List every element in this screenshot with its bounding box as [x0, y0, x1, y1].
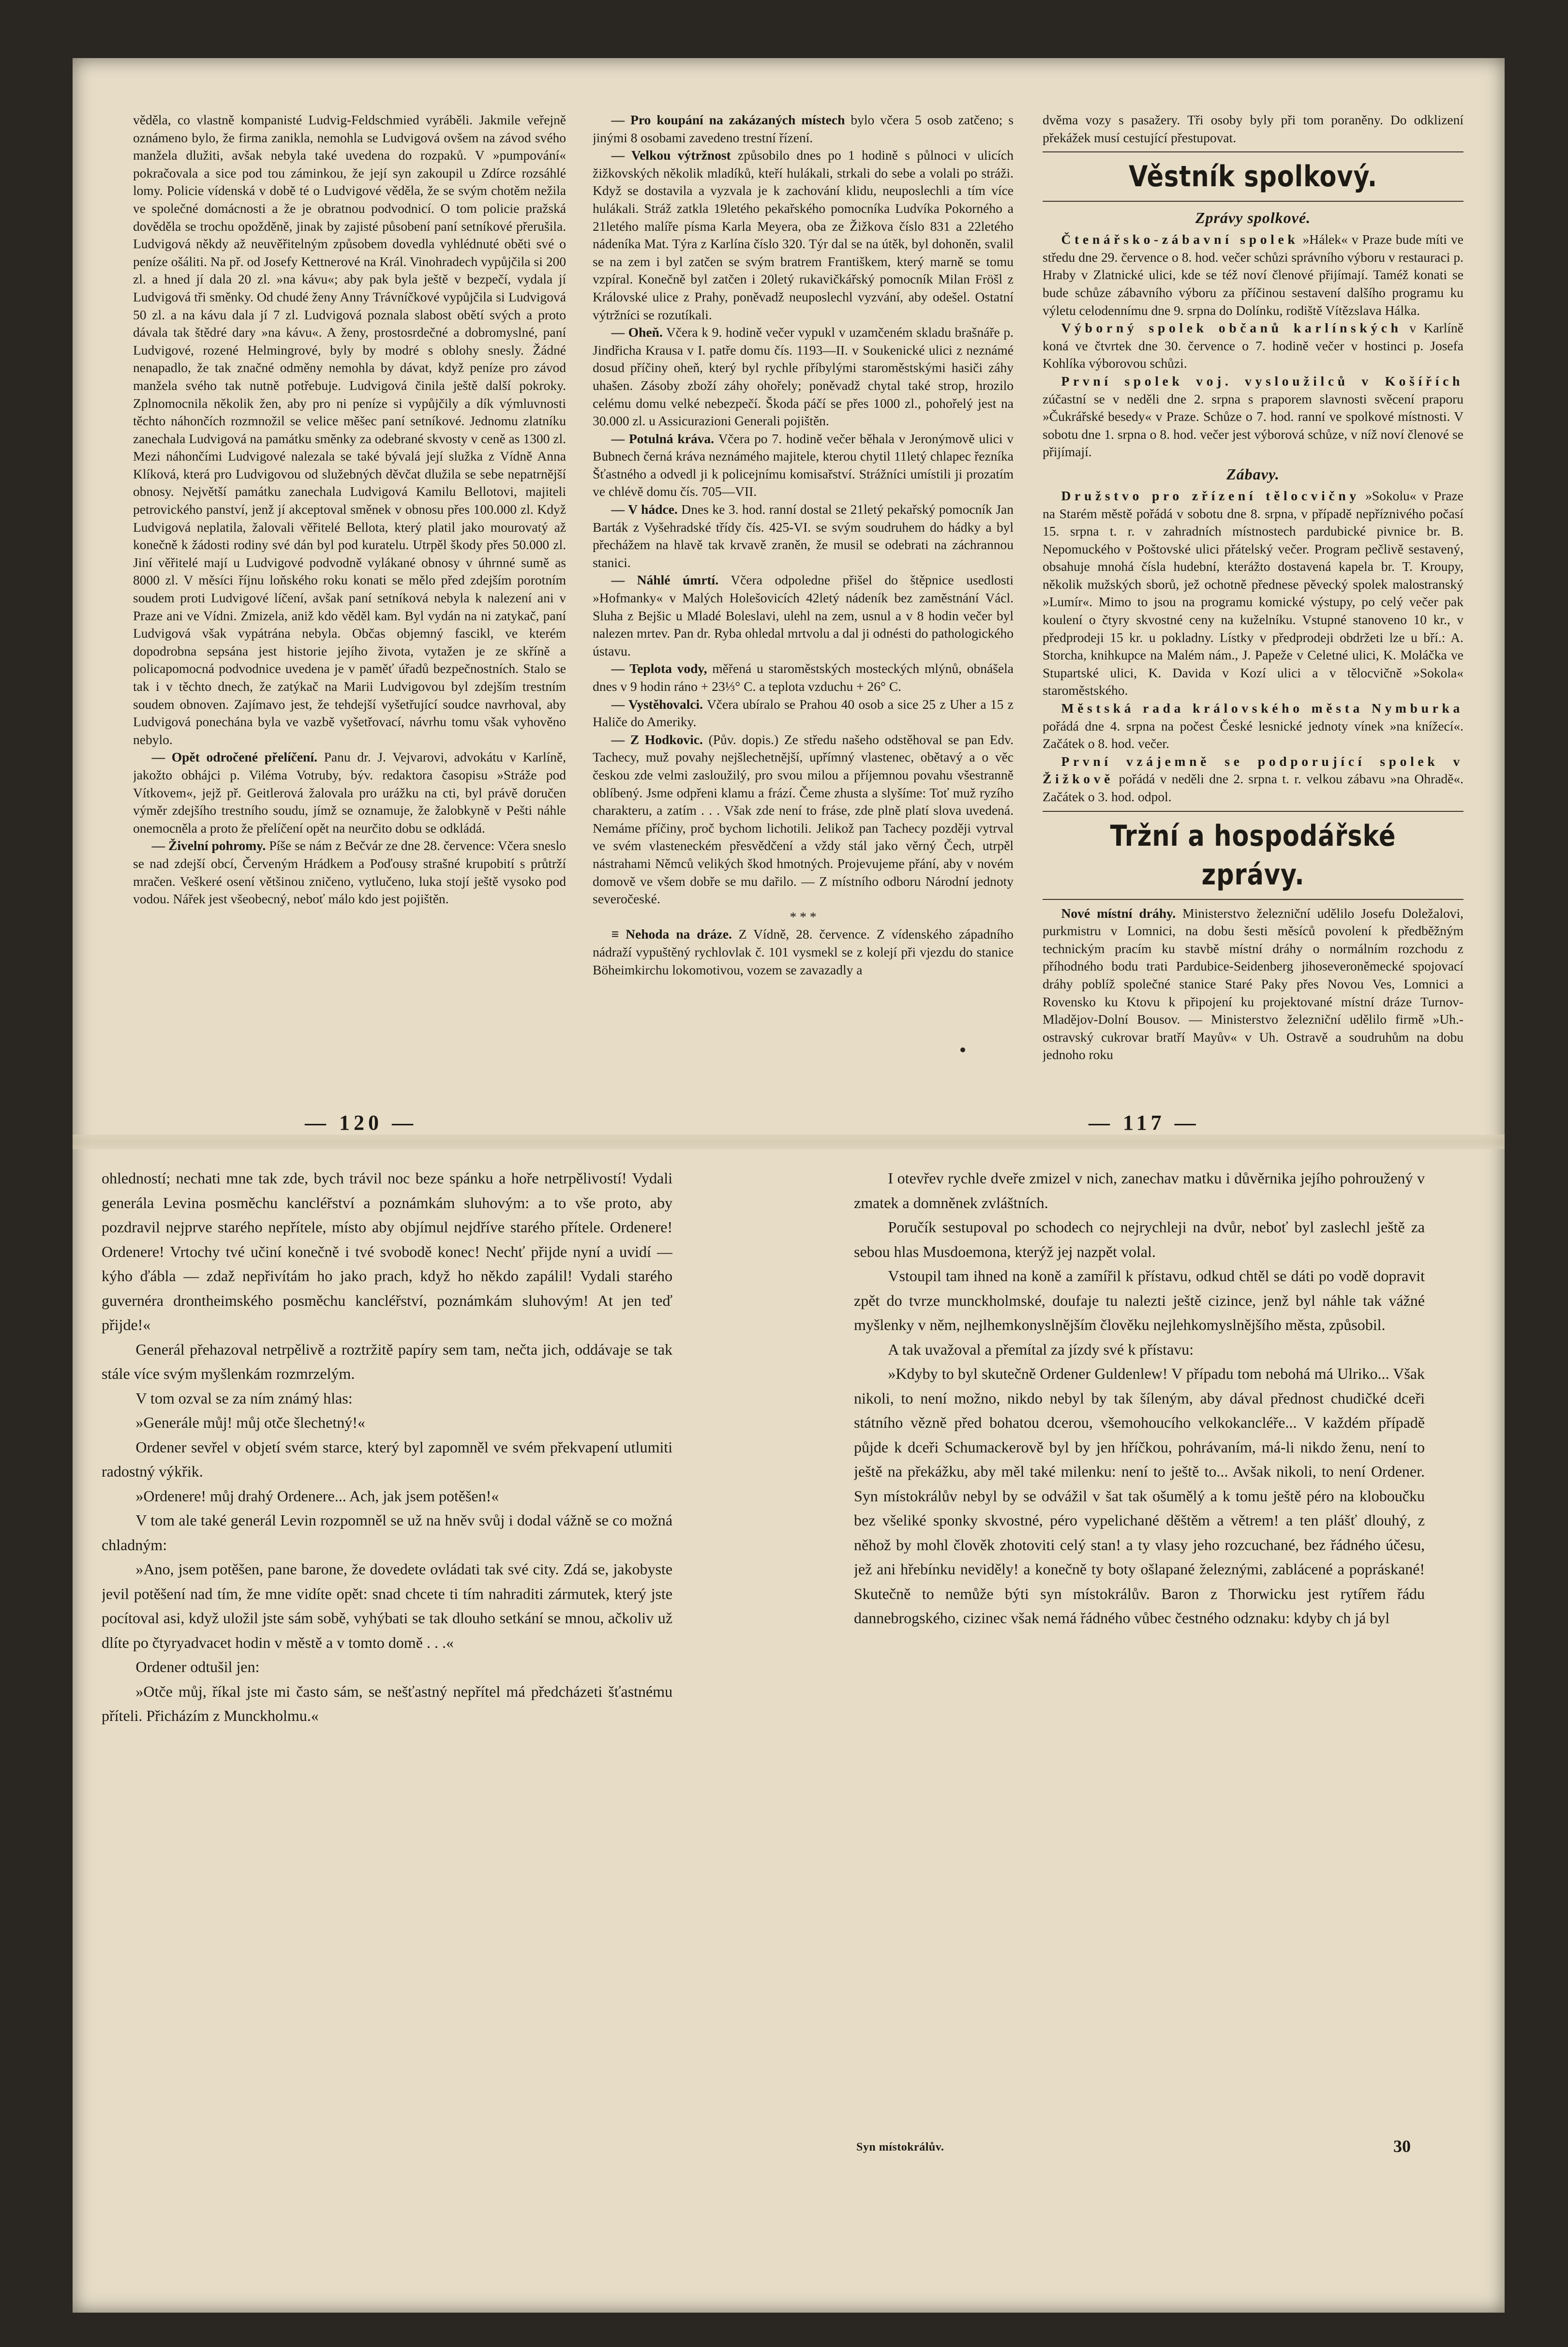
novel-page-right: [854, 1166, 1425, 2143]
item-text: ohledností; nechati mne tak zde, bych trávil noc beze spánku a hoře netrpělivostí! Vydali generála Levina posměchu kancléřství a poznámkám sluhovým: a to vše proto, aby pozdravil nejprve starého nepřítele, místo aby objímul nejdříve starého přítele. Ordenere! Ordenere! Vrtochy tvé učiní konečně i tvé svobodě konec! Nechť přijde nyní a uvidí — kýho ďábla — zdaž nepřivítám ho jako prach, když ho někdo zapálil! Vydali starého guvernéra drontheimského posměchu kancléřství, poznámkám sluhovým! At jen teď přijde!«: [102, 1169, 672, 1333]
item-lead: — Náhlé úmrtí.: [611, 572, 719, 588]
entertainment-item: [1043, 487, 1463, 700]
news-item: [593, 660, 1014, 695]
novel-paragraph: [102, 1484, 672, 1509]
footer-sheet-number: 30: [1393, 2137, 1411, 2156]
item-text: Z Vídně, 28. července. Z vídenského západního nádraží vypuštěný rychlovlak č. 101 vysmekl se z kolejí při vjezdu do stanice Böheimkirchu lokomotivou, vozem se zavazadly a: [593, 927, 1014, 977]
news-item: [593, 571, 1014, 660]
item-lead: — Teplota vody,: [611, 661, 707, 676]
item-text: věděla, co vlastně kompanisté Ludvig-Feldschmied vyráběli. Jakmile veřejně oznámeno bylo, že firma zanikla, nemohla se Ludvigová ovšem na závod svého manžela dlužiti, avšak nebyla také uvedena do rozpaků. V »pumpování« pokračovala a sice pod tou záminkou, že její syn zakoupil u Zdírce rozsáhlé lomy. Policie vídenská v době té o Ludvigové věděla, že se svým chotěm nežila ve společné domácnosti a že je obratnou podvodnicí. O tom policie pražská dověděla se trochu opožděně, jinak by zajisté působení paní setníkové přerušila. Ludvigová někdy až neuvěřitelným způsobem dovedla vyhlédnuté oběti své o peníze ošáliti. Na př. od Josefy Kettnerové na Král. Vinohradech vypůjčila si 200 zl. a hned jí dala 20 zl. »na kávu«; aby pak byla ještě v bezpečí, vydala jí Ludvigová tři směnky. Od chudé ženy Anny Trávníčkové vypůjčila si Ludvigová 50 zl. a na kávu dala jí 7 zl. Ludvigová poznala slabost obětí svých a proto dávala tak štědré dary »na kávu«. A ženy, prostosrdečné a dobromyslné, paní Ludvigové, rozené Helmingrové, byly by modré s oblohy snesly. Žádné nenapadlo, že tak značné odměny nemohla by dávat, když peníze pro závod manžela svého tak nutně potřebuje. Ludvigová činila ještě další pokroky. Zplnomocnila několik žen, aby pro ni peníze si vypůjčily a dík výmluvnosti těchto náhončích rozmnožil se velice měšec paní setníkové. Jednomu zlatníku zanechala Ludvigová na památku směnky za odebrané skvosty v ceně as 1300 zl. Mezi náhončími Ludvigové nalezala se také bývalá její služka z Vídně Anna Klíková, která pro Ludvigovou od služebných děvčat dlužila se sebe nepatrnější obnosy. Největší památku zanechala Ludvigová Kamilu Bellotovi, majiteli petrovického panství, jenž jí akceptoval směnek v obnosu přes 100.000 zl. Když Ludvigová neplatila, žalovali věřitelé Bellota, který platil jako mourovatý až konečně k žádosti rodiny své dán byl pod kuratelu. Utrpěl škody přes 50.000 zl. Jiní věřitelé mají u Ludvigové podvodně vylákané obnosy v úhrnné sumě as 8000 zl. V měsíci říjnu loňského roku konati se mělo před zdejším porotním soudem proti Ludvigové líčení, avšak paní setníková nebyla k nalezení ani v Praze ani ve Vídni. Zmizela, aniž kdo věděl kam. Byl vydán na ni zatykač, paní Ludvigová však vypátrána nebyla. Občas objemný fascikl, ve kterém dopodrobna sepsána jest historie jejího života, vytažen je ze skříně a policapomocná podvodnice uvedena je v paměť úřadů bezpečnostních. Stalo se tak i v těchto dnech, že zatýkač na Marii Ludvigovou byl zdejším trestním soudem obnoven. Zajímavo jest, že tehdejší vyšetřující soudce navrhoval, aby Ludvigová ponechána byla ve vazbě vyšetřovací, návrhu tomu však vyhověno nebylo.: [133, 112, 566, 747]
novel-paragraph: [102, 1337, 672, 1386]
market-item: [1043, 905, 1463, 1064]
spaced-name: Městská rada královského města Nymburka: [1061, 701, 1463, 716]
entertainment-item: [1043, 753, 1463, 806]
item-text: způsobilo dnes po 1 hodině s půlnoci v ulicích žižkovských několik mladíků, kteří hulákali, strkali do sebe a volali po stráži. Když se dostavila a vyzvala je k zachování klidu, neuposlechli a tím více hulákali. Stráž zatkla 19letého pekařského pomocníka Ludvíka Pokorného a 21letého malíře písma Karla Meyera, oba ze Žižkova číslo 831 a 22letého nádeníka Mat. Týra z Karlína číslo 320. Týr dal se na útěk, byl dohoněn, svalil se na zem i byl zatčen se svým bratrem Františkem, který marně se tomu vzpíral. Konečně byl zatčen i 20letý rukavičkářský pomocník Milan Fröšl z Královské ulice z Prahy, poněvadž neuposlechl vyzvání, aby odešel. Ostatní výtržníci se rozutíkali.: [593, 148, 1014, 322]
item-text: Vstoupil tam ihned na koně a zamířil k přístavu, odkud chtěl se dáti po vodě dopravit zpět do tvrze munckholmské, doufaje tu nalezti ještě cizince, jenž byl náhle tak vážné myšlenky v něm, nejlhemkonyslnějším člověku nejlehkomyslnějšího města, způsobil.: [854, 1267, 1425, 1333]
news-item: [593, 324, 1014, 430]
item-text: zúčastní se v neděli dne 2. srpna s praporem slavnosti svěcení praporu »Čukrářské besedy« v Praze. Schůze o 7. hod. ranní ve spolkové místnosti. V sobotu dne 1. srpna o 8. hod. večer jest výborová schůze, v níž noví členové se přijímají.: [1043, 391, 1463, 460]
divider: [1043, 811, 1463, 812]
novel-paragraph: [102, 1655, 672, 1679]
news-item: [133, 837, 566, 908]
column-left: [133, 111, 566, 1156]
separator: * * *: [790, 909, 817, 924]
novel-paragraph: [854, 1166, 1425, 1215]
item-text: A tak uvažoval a přemítal za jízdy své k přístavu:: [888, 1340, 1194, 1358]
item-text: »Ano, jsem potěšen, pane barone, že dovedete ovládati tak své city. Zdá se, jakobyste jevil potěšení nad tím, že mne vidíte opět: snad chcete ti tím nahraditi zármutek, který jste pocítoval asi, když uložil jste sám sobě, vyhýbati se tak dlouho setkání se mnou, ačkoliv už dlíte po čtyryadvacet hodin v městě a v tomto domě . . .«: [102, 1560, 672, 1651]
column-middle: [593, 111, 1014, 1156]
item-text: měřená u staroměstských mosteckých mlýnů, obnášela dnes v 9 hodin ráno + 23⅓° C. a teplota vzduchu + 26° C.: [593, 661, 1014, 694]
item-text: Včera ubíralo se Prahou 40 osob a sice 25 z Uher a 15 z Haliče do Ameriky.: [593, 696, 1014, 730]
divider: [1043, 899, 1463, 900]
club-item: [1043, 319, 1463, 373]
club-item: [1043, 373, 1463, 461]
item-lead: ≡ Nehoda na dráze.: [611, 927, 732, 942]
novel-paragraph: [102, 1557, 672, 1655]
novel-paragraph: [854, 1264, 1425, 1337]
item-text: »Otče můj, říkal jste mi často sám, se nešťastný nepřítel má předcházeti šťastnému příteli. Přicházím z Munckholmu.«: [102, 1682, 672, 1724]
item-text: V tom ale také generál Levin rozpomněl se už na hněv svůj i dodal vážně se co možná chladným:: [102, 1511, 672, 1554]
item-text: Generál přehazoval netrpělivě a roztržitě papíry sem tam, nečta jich, oddávaje se tak stále více svým myšlenkám rozmrzelým.: [102, 1340, 672, 1382]
column-right: [1043, 111, 1463, 1156]
item-lead: — Z Hodkovic.: [611, 732, 703, 747]
item-text: I otevřev rychle dveře zmizel v nich, zanechav matku i důvěrnika jejího pohroužený v zmatek a domněnek zvláštních.: [854, 1169, 1425, 1211]
novel-paragraph: [102, 1679, 672, 1728]
item-lead: — Potulná kráva.: [611, 431, 715, 446]
item-lead: — Vystěhovalci.: [611, 696, 703, 712]
item-text: Dnes ke 3. hod. ranní dostal se 21letý pekařský pomocník Jan Barták z Vyšehradské třídy čís. 425-VI. se svým soudruhem do hádky a byl přechážem na hlavě tak krvavě zraněn, že musil se odebrati na záchrannou stanici.: [593, 502, 1014, 570]
entertainment-item: [1043, 700, 1463, 753]
divider: [1043, 201, 1463, 202]
news-item: [593, 147, 1014, 324]
novel-paragraph: [102, 1166, 672, 1337]
item-text: Včera po 7. hodině večer běhala v Jeronýmově ulici v Bubnech černá kráva neznámého majitele, kterou chytil 11letý chlapec řezníka Šťastného a odvedl ji k policejnímu komisařství. Strážníci umístili ji prozatím ve chlévě domu čís. 705—VII.: [593, 431, 1014, 499]
item-lead: — Opět odročené přelíčení.: [151, 749, 317, 765]
news-item: [593, 926, 1014, 979]
entertainment-news: [1043, 487, 1463, 806]
spaced-name: První vzájemně se podporující spolek v Žižkově: [1043, 753, 1463, 787]
item-text: v Karlíně koná ve čtvrtek dne 30. července o 7. hodině večer v hostinci p. Josefa Kohlíka výborovou schůzi.: [1043, 320, 1463, 371]
item-text: »Ordenere! můj drahý Ordenere... Ach, jak jsem potěšen!«: [135, 1487, 499, 1505]
divider: [1043, 151, 1463, 152]
ink-dot: [960, 1047, 965, 1052]
item-text: »Hálek« v Praze bude míti ve středu dne 29. července o 8. hod. večer schůzi správního výboru v restauraci p. Hraby v Zlatnické ulici, kde se též noví členové přijímají. Taméž konati se bude schůze zábavního výboru za příčinou sestavení dalšího programu ku výletu celodennímu dne 9. srpna do Dolínku, rodiště Vítězslava Hálka.: [1043, 232, 1463, 318]
novel-paragraph: [102, 1410, 672, 1435]
item-text: (Pův. dopis.) Ze středu našeho odstěhoval se pan Edv. Tachecy, muž povahy nejšlechetnější, upřímný vlastenec, obětavý a o věc českou zde velmi zasloužilý, pro svou milou a příjemnou povahu všestranně oblíbený. Jsme odpřeni klamu a frází. Čeme zhusta a slyšíme: Toť muž ryzího charakteru, a zatím . . . Však zde není to fráse, zde plně platí slova uvedená. Nemáme příčiny, proč bychom lichotili. Jelikož pan Tachecy později vytrval ve svém vlasteneckém přesvědčení a vždy stál jako věrný Čech, utrpěl nástrahami Němců velikých škod hmotných. Projevujeme přání, aby v novém domově ve všem dobře se mu dařilo. — Z místního odboru Národní jednoty severočeské.: [593, 732, 1014, 907]
news-item: [593, 731, 1014, 908]
page-number-left: — 120 —: [305, 1111, 417, 1135]
item-lead: — Oheň.: [611, 325, 663, 340]
section-masthead-trzni: Tržní a hospodářské zprávy.: [1110, 819, 1396, 892]
novel-paragraph: [854, 1337, 1425, 1362]
item-lead: Nové místní dráhy.: [1061, 905, 1176, 921]
item-text: pořádá v neděli dne 2. srpna t. r. velkou zábavu »na Ohradě«. Začátek o 3. hod. odpol.: [1043, 771, 1463, 804]
news-item: [593, 430, 1014, 501]
item-lead: — V hádce.: [611, 502, 678, 517]
spaced-name: Družstvo pro zřízení tělocvičny: [1061, 488, 1360, 503]
item-text: Poručík sestupoval po schodech co nejrychleji na dvůr, neboť byl zaslechl ještě za sebou hlas Musdoemona, kterýž jej nazpět volal.: [854, 1218, 1425, 1260]
page-number-right: — 117 —: [1089, 1111, 1200, 1135]
item-lead: — Pro koupání na zakázaných místech: [611, 112, 845, 127]
novel-paragraph: [102, 1386, 672, 1411]
item-text: V tom ozval se za ním známý hlas:: [135, 1389, 353, 1407]
item-text: »Kdyby to byl skutečně Ordener Guldenlew! V případu tom nebohá má Ulriko... Však nikoli, to není možno, nikdo nebyl by tak šíleným, aby dával přednost chudičké dceři státního vězně před bohatou dcerou, všemohoucího velkokancléře... V každém případě půjde k dceři Schumackerově byl by jen hříčkou, pohrávaním, má-li nikdo ženu, není to ještě na překážku, aby měl také milenku: není to ještě to... Avšak nikoli, to není Ordener. Syn místokrálův nebyl by se odvážil v šat tak ošumělý a k tomu ještě péro na kloboučku bez všeliké sponky skvostné, péro vypelichané děštěm a větrem! a ten plášť dlouhý, z něhož by mohl člověk zhotoviti celý stan! a ty vlasy jeho rozcuchané, bez řádného účesu, jež ani hřebínku neviděly! a konečně ty boty ošlapané železnými, zablácené a popráskané! Skutečně to nemůže býti syn místokrálův. Baron z Thorwicku jest rytířem řádu dannebrogského, cizinec však nemá řádného vůbec čestného odznaku: kdyby ch já byl: [854, 1365, 1425, 1627]
item-text: Včera k 9. hodině večer vypukl v uzamčeném skladu brašnáře p. Jindřicha Krausa v I. patře domu čís. 1193—II. v Soukenické ulici z neznámé dosud příčiny oheň, který byl rychle příbylými staroměstskými hasiči záhy uhašen. Zásoby zboží záhy ohořely; poněvadž chytal také strop, hrozilo celému domu velké nebezpečí. Škoda páčí se přes 1000 zl., pohořelý jest na 30.000 zl. u Assicurazioni Generali pojištěn.: [593, 325, 1014, 429]
item-text: Panu dr. J. Vejvarovi, advokátu v Karlíně, jakožto obhájci p. Viléma Votruby, býv. redaktora časopisu »Stráže pod Vítkovem«, jejž př. Geitlerová žalovala pro urážku na cti, byl právě doručen výměr zdejšího trestního soudu, jímž se oznamuje, že žalobkyně v Pešti náhle onemocněla a proto že přelíčení opět na neurčito dobu se odkládá.: [133, 749, 566, 836]
news-item: [593, 111, 1014, 147]
spaced-name: Čtenářsko-zábavní spolek: [1061, 232, 1299, 247]
news-item: [133, 111, 566, 748]
item-lead: — Velkou výtržnost: [611, 148, 731, 163]
novel-paragraph: [854, 1215, 1425, 1264]
club-item: [1043, 231, 1463, 319]
novel-paragraph: [102, 1508, 672, 1557]
item-text: pořádá dne 4. srpna na počest České lesnické jednoty vínek »na knížecí«. Začátek o 8. hod. večer.: [1043, 718, 1463, 751]
spaced-name: První spolek voj. vysloužilců v Košířích: [1061, 373, 1463, 389]
news-item: [593, 501, 1014, 571]
item-text: Ordener sevřel v objetí svém starce, který byl zapomněl ve svém překvapení utlumiti radostný výkřik.: [102, 1438, 672, 1480]
item-text: Včera odpoledne přišel do štěpnice usedlosti »Hofmanky« v Malých Holešovicích 42letý nádeník bez zaměstnání Václ. Sluha z Bejšic u Mladé Boleslavi, ulehl na zem, usnul a v 8 hodin večer byl nalezen mrtev. Pan dr. Ryba ohledal mrtvolu a dal ji odnésti do pathologického ústavu.: [593, 572, 1014, 658]
club-news: [1043, 231, 1463, 461]
footer-signature: Syn místokrálův.: [856, 2141, 944, 2153]
item-text: Ministerstvo železniční udělilo Josefu Doležalovi, purkmistru v Lomnici, na dobu šesti měsíců povolení k předběžným technickým pracím ku stavbě místní dráhy o normálním rozchodu z příhodného bodu trati Pardubice-Seidenberg jihoseveroněmecké spojovací dráhy poblíž společné stanice Staré Paky přes Novou Ves, Lomnici a Rovensko ku Ktovu k připojení ku projektované místní dráze Turnov-Mladějov-Dolní Bousov. — Ministerstvo železniční udělilo firmě »Uh.-ostravský cukrovar bratří Mayův« v Uh. Ostravě a soudruhům na dobu jednoho roku: [1043, 905, 1463, 1062]
novel-paragraph: [854, 1361, 1425, 1630]
market-news: [1043, 905, 1463, 1064]
item-text: »Sokolu« v Praze na Starém městě pořádá v sobotu dne 8. srpna, v případě nepříznivého počasí 15. srpna t. r. v zahradních místnostech pardubické pivnice br. B. Nepomuckého v Poštovské ulici přátelský večer. Program pečlivě sestavený, obsahuje mnohá čísla hudební, kterážto dostavená kapela br. T. Kroupy, několik mužských sborů, jež ochotně přednese pěvecký spolek malostranský »Lumír«. Mimo to jsou na programu komické výstupy, po celý večer pak koulení o čtyry skvostné ceny na kuželníku. Vstupné stanoveno 10 kr., v předprodeji 15 kr. u pokladny. Lístky v předprodeji obdržeti lze u bří.: A. Storcha, knihkupce na Malém nám., J. Papeže v Celetné ulici, K. Moláčka ve Stupartské ulici, K. Davida v Kozí ulici a v tělocvičně »Sokola« staroměstského.: [1043, 488, 1463, 698]
continued-paragraph: dvěma vozy s pasažery. Tři osoby byly při tom poraněny. Do odklizení překážek musí cestující přestupovat.: [1043, 112, 1463, 145]
item-text: Ordener odtušil jen:: [135, 1658, 260, 1675]
subheading-zpravy: Zprávy spolkové.: [1195, 209, 1311, 227]
item-lead: — Živelní pohromy.: [151, 838, 266, 853]
item-text: bylo včera 5 osob zatčeno; s jinými 8 osobami zavedeno trestní řízení.: [593, 112, 1014, 145]
novel-paragraph: [102, 1435, 672, 1484]
novel-page-left: [102, 1166, 672, 2143]
spaced-name: Výborný spolek občanů karlínských: [1061, 320, 1402, 336]
news-item: [593, 696, 1014, 731]
section-masthead-spolkovy: Věstník spolkový.: [1128, 160, 1378, 194]
item-text: Píše se nám z Bečvár ze dne 28. července: Včera sneslo se nad zdejší obcí, Červeným Hrádkem a Poďousy strašné krupobití s průtrží mračen. Veškeré osení většinou zničeno, vytlučeno, luka stojí ještě vysoko pod vodou. Nářek jest všeobecný, neboť málo kdo jest pojištěn.: [133, 838, 566, 907]
item-text: »Generále můj! můj otče šlechetný!«: [135, 1414, 365, 1431]
subheading-zabavy: Zábavy.: [1226, 465, 1280, 483]
news-item: [133, 748, 566, 837]
